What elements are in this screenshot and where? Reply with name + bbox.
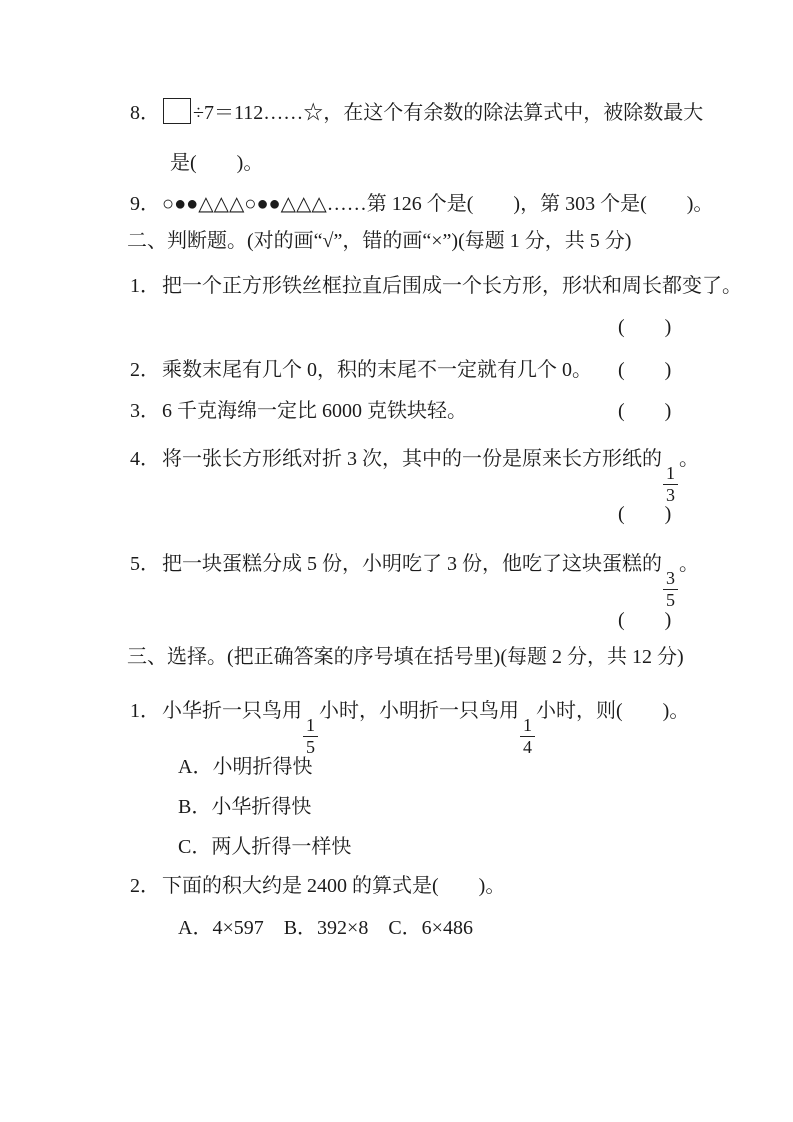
question-9-number: 9． bbox=[130, 193, 160, 215]
judge-item-1 bbox=[130, 271, 742, 301]
choice-question-1-option-b: B．小华折得快 bbox=[178, 796, 312, 818]
fraction-three-fifths bbox=[663, 569, 678, 610]
choice-question-2-options: A．4×597 B．392×8 C．6×486 bbox=[178, 917, 473, 939]
judge-item-2 bbox=[130, 355, 592, 385]
question-9-text: ○●●△△△○●●△△△……第 126 个是( )，第 303 个是( )。 bbox=[162, 193, 714, 215]
blank-square-icon bbox=[163, 98, 191, 124]
section-2-heading: 二、判断题。(对的画“√”，错的画“×”)(每题 1 分，共 5 分) bbox=[127, 230, 632, 252]
choice-question-1-part1: 小华折一只鸟用 bbox=[162, 700, 302, 722]
choice-question-1-part2: 小时，小明折一只鸟用 bbox=[319, 700, 519, 722]
judge-item-4-number: 4． bbox=[130, 448, 160, 470]
fraction-denominator: 5 bbox=[306, 736, 315, 757]
judge-item-4-text: 将一张长方形纸对折 3 次，其中的一份是原来长方形纸的 bbox=[162, 448, 662, 470]
fraction-one-quarter bbox=[520, 716, 535, 757]
judge-item-3-answer-paren: ( ) bbox=[618, 400, 672, 422]
choice-question-1-option-c: C．两人折得一样快 bbox=[178, 836, 352, 858]
judge-item-4-answer-paren: ( ) bbox=[618, 503, 672, 525]
judge-item-4-suffix: 。 bbox=[679, 448, 699, 470]
judge-item-2-answer-paren: ( ) bbox=[618, 359, 672, 381]
question-8-text: ÷7＝112……☆，在这个有余数的除法算式中，被除数最大 bbox=[193, 102, 704, 124]
fraction-numerator: 1 bbox=[663, 464, 678, 485]
choice-question-2-number: 2． bbox=[130, 875, 160, 897]
fraction-numerator: 1 bbox=[520, 716, 535, 737]
fraction-denominator: 5 bbox=[666, 589, 675, 610]
judge-item-3-number: 3． bbox=[130, 400, 160, 422]
judge-item-2-text: 乘数末尾有几个 0，积的末尾不一定就有几个 0。 bbox=[162, 359, 592, 381]
judge-item-3 bbox=[130, 396, 467, 426]
question-8-number: 8． bbox=[130, 102, 160, 124]
judge-item-5-answer-paren: ( ) bbox=[618, 609, 672, 631]
fraction-numerator: 1 bbox=[303, 716, 318, 737]
judge-item-4 bbox=[130, 444, 699, 505]
judge-item-5-suffix: 。 bbox=[679, 553, 699, 575]
choice-question-1-number: 1． bbox=[130, 700, 160, 722]
choice-question-2 bbox=[130, 871, 505, 901]
question-8-line-1 bbox=[130, 98, 703, 128]
judge-item-5 bbox=[130, 549, 699, 610]
question-8-answer-line: 是( )。 bbox=[170, 152, 264, 174]
section-3-heading: 三、选择。(把正确答案的序号填在括号里)(每题 2 分，共 12 分) bbox=[127, 646, 684, 668]
judge-item-3-text: 6 千克海绵一定比 6000 克铁块轻。 bbox=[162, 400, 467, 422]
question-9 bbox=[130, 189, 713, 219]
judge-item-1-answer-paren: ( ) bbox=[618, 316, 672, 338]
fraction-one-fifth bbox=[303, 716, 318, 757]
judge-item-5-text: 把一块蛋糕分成 5 份，小明吃了 3 份，他吃了这块蛋糕的 bbox=[162, 553, 662, 575]
judge-item-1-number: 1． bbox=[130, 275, 160, 297]
judge-item-2-number: 2． bbox=[130, 359, 160, 381]
choice-question-1 bbox=[130, 696, 689, 757]
judge-item-1-text: 把一个正方形铁丝框拉直后围成一个长方形，形状和周长都变了。 bbox=[162, 275, 742, 297]
choice-question-1-part3: 小时，则( )。 bbox=[536, 700, 690, 722]
choice-question-2-text: 下面的积大约是 2400 的算式是( )。 bbox=[162, 875, 506, 897]
fraction-numerator: 3 bbox=[663, 569, 678, 590]
fraction-denominator: 4 bbox=[523, 736, 532, 757]
choice-question-1-option-a: A．小明折得快 bbox=[178, 756, 313, 778]
fraction-denominator: 3 bbox=[666, 484, 675, 505]
judge-item-5-number: 5． bbox=[130, 553, 160, 575]
